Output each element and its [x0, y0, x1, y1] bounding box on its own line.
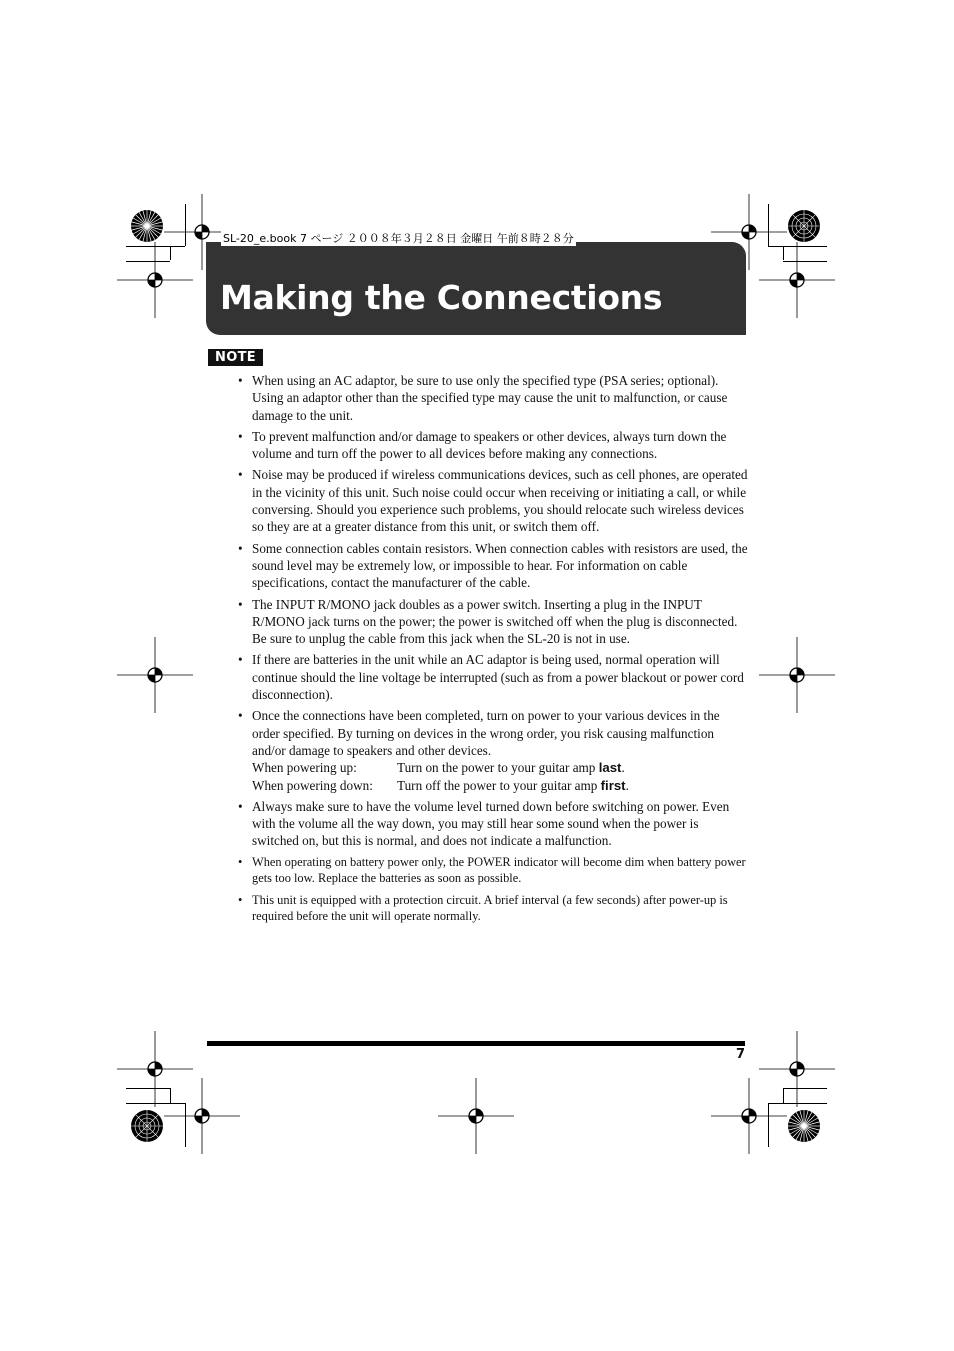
color-target-icon: [130, 209, 164, 243]
list-item: [236, 798, 748, 850]
list-item: [236, 596, 748, 648]
footer-rule: [207, 1041, 745, 1046]
list-item: [236, 466, 748, 535]
powering-up-emphasis: last: [598, 760, 622, 776]
bullet: •: [238, 540, 243, 556]
note-text: To prevent malfunction and/or damage to speakers or other devices, always turn down the volume and turn off the power to all devices before making any connections.: [252, 428, 727, 462]
bullet: •: [238, 596, 243, 612]
print-slug: SL-20_e.book 7 ページ ２００８年３月２８日 金曜日 午前８時２８分: [223, 232, 574, 245]
color-target-icon: [787, 1109, 821, 1143]
color-target-icon: [787, 209, 821, 243]
bullet: •: [238, 428, 243, 444]
note-text: Once the connections have been completed, turn on power to your various devices in the order specified. By turning on devices in the wrong order, you risk causing malfunction and/or damage to speakers and other devices.: [252, 708, 720, 758]
list-item: [236, 651, 748, 703]
note-text: Some connection cables contain resistors. When connection cables with resistors are used, the sound level may be extremely low, or impossible to hear. For information on cable specifications, contact the manufacturer of the cable.: [252, 540, 748, 591]
powering-up-label: When powering up:: [252, 760, 357, 776]
note-text: If there are batteries in the unit while an AC adaptor is being used, normal operation will continue should the line voltage be interrupted (such as from a power blackout or power cord disconnection).: [252, 652, 744, 703]
bullet: •: [238, 708, 243, 724]
bullet: •: [238, 892, 243, 907]
powering-up-instruction: Turn on the power to your guitar amp: [397, 760, 599, 776]
powering-down-label: When powering down:: [252, 777, 373, 793]
note-text: Always make sure to have the volume level turned down before switching on power. Even with the volume all the way down, you may still hear some sound when the power is switched on, but this is normal, and does not indicate a malfunction.: [252, 798, 730, 849]
note-text: This unit is equipped with a protection circuit. A brief interval (a few seconds) after power-up is required before the unit will operate normally.: [252, 892, 728, 924]
powering-up-row: [252, 759, 748, 776]
page-title: Making the Connections: [220, 278, 663, 317]
period: .: [621, 760, 625, 776]
bullet: •: [238, 854, 243, 869]
note-badge: NOTE: [208, 349, 263, 366]
powering-down-emphasis: first: [600, 777, 626, 793]
powering-down-instruction: Turn off the power to your guitar amp: [397, 777, 601, 793]
bullet: •: [238, 652, 243, 668]
note-list: [236, 372, 748, 930]
list-item: [236, 540, 748, 592]
period: .: [625, 777, 629, 793]
note-text: The INPUT R/MONO jack doubles as a power switch. Inserting a plug in the INPUT R/MONO jack turns on the power; the power is switched off when the plug is disconnected. Be sure to unplug the cable from this jack when the SL-20 is not in use.: [252, 596, 738, 647]
bullet: •: [238, 467, 243, 483]
bullet: •: [238, 798, 243, 814]
note-text: When operating on battery power only, the POWER indicator will become dim when battery power gets too low. Replace the batteries as soon as possible.: [252, 854, 746, 886]
list-item: [236, 854, 748, 887]
bullet: •: [238, 373, 243, 388]
powering-down-text: [397, 777, 629, 794]
note-text: Noise may be produced if wireless communications devices, such as cell phones, are operated in the vicinity of this unit. Such noise could occur when receiving or initiating a call, or while conversing. Should you experience such problems, you should relocate such wireless devices so they are at a greater distance from this unit, or switch them off.: [252, 467, 748, 535]
list-item: [236, 707, 748, 793]
page-number: 7: [735, 1047, 745, 1062]
list-item: [236, 428, 748, 463]
list-item: [236, 372, 748, 424]
powering-down-row: [252, 777, 748, 794]
list-item: [236, 892, 748, 925]
color-target-icon: [130, 1109, 164, 1143]
note-text: When using an AC adaptor, be sure to use only the specified type (PSA series; optional). Using an adaptor other than the specified type may cause the unit to malfunction, or cause damage to the unit.: [252, 373, 728, 423]
powering-up-text: [397, 759, 625, 776]
